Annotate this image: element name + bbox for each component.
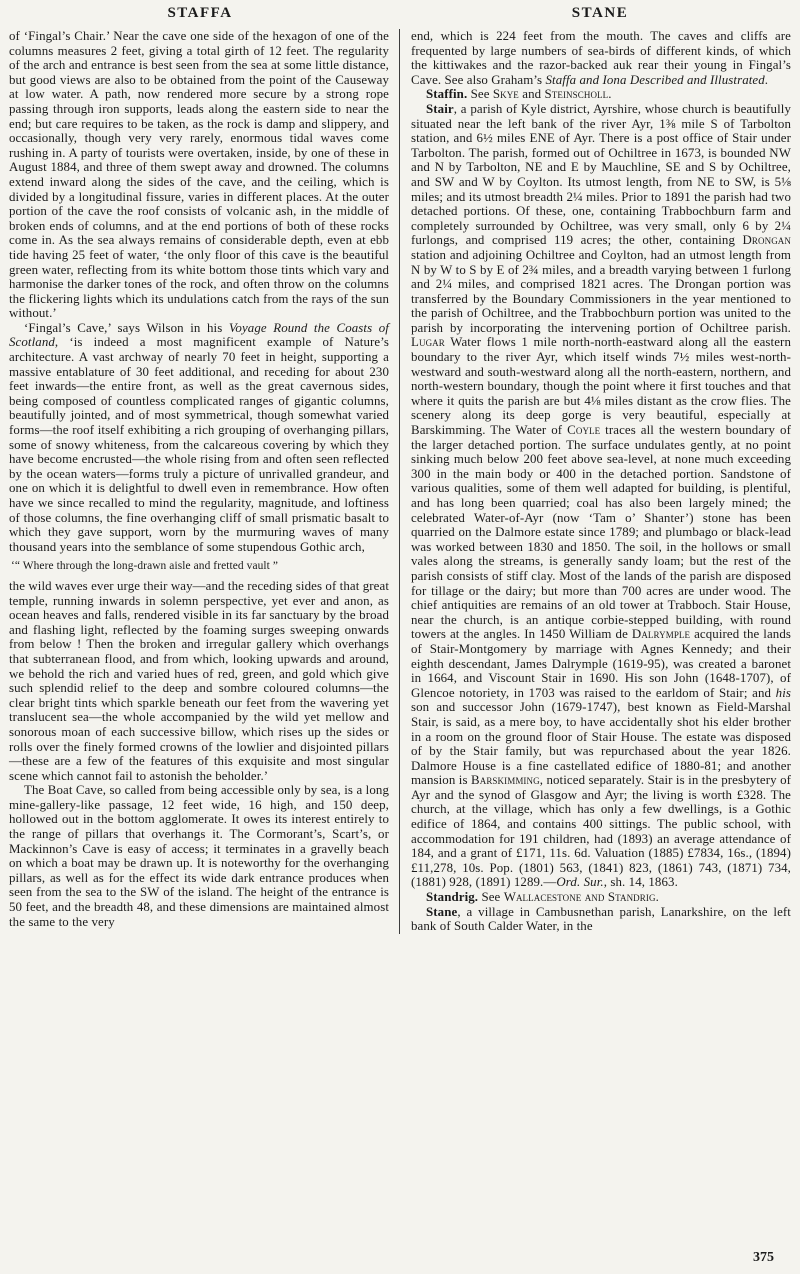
text-segment: , ‘is indeed a most magnificent example of Nature’s architecture. A vast archway of nearly 70 feet in height, supporting a massive entablature of 30 feet additional, and receding for about 230 feet inwards—the entire front, as well as the great cavernous sides, being composed of countless complicated ranges of gigantic columns, beautifully jointed, and of most symmetrical, though somewhat varied forms—the roof itself exhibiting a rich grouping of overhanging pillars, some of snowy whiteness, from the calcareous covering by which they have become encrusted—the whole rising from and often seen reflected by the ocean waters—forms truly a picture of unrivalled grandeur, and one on which it is delightful to dwell even in remembrance. How often have we since recalled to mind the regularity, magnitude, and loftiness of those columns, the fine overhanging cliff of small prismatic basalt to which they gave support, worn by the murmuring waves of many thousand years into the semblance of some stupendous Gothic arch, — [9, 335, 389, 554]
text-column-left — [9, 29, 389, 934]
text-segment: station and adjoining Ochiltree and Coylton, had an utmost length from N by W to S by E of 2¾ miles, and a breadth varying between 1 furlong and 2¼ miles, and comprised 1821 acres. The Drongan portion was transferred by the Boundary Commissioners in the year mentioned to the parish of Ochiltree, and the Trabbochburn portion was united to the parish by incorporating the intervening portion of Ochiltree parish. — [411, 247, 791, 335]
text-segment: Drongan — [742, 233, 791, 248]
paragraph — [9, 579, 389, 783]
text-column-right — [399, 29, 791, 934]
text-segment: , noticed separately. Stair is in the presbytery of Ayr and the synod of Glasgow and Ayr; the living is worth £328. The church, at the village, which has only a few dwellings, is a Gothic edifice of 1864, and contains 400 sittings. The public school, with accommodation for 191 children, had (1893) an average attendance of 184, and a grant of £171, 11s. 6d. Valuation (1885) £7834, 16s., (1894) £11,278, 10s. Pop. (1801) 563, (1841) 823, (1861) 743, (1871) 734, (1881) 928, (1891) 1289.— — [411, 773, 792, 890]
paragraph — [9, 321, 389, 555]
text-segment: Ord. Sur. — [556, 875, 604, 890]
text-segment: ‘“ Where through the long-drawn aisle and fretted vault ” — [11, 560, 279, 573]
text-segment: of ‘Fingal’s Chair.’ Near the cave one side of the hexagon of one of the columns measures 2 feet, giving a total girth of 12 feet. The regularity of the arch and entrance is best seen from the sea at some little distance, but good views are also to be obtained from the point of the Causeway at low water. A path, now rendered more secure by a strong rope passing through iron supports, leads along the eastern side to near the end; but care requires to be taken, as the rock is damp and slippery, and occasionally, though very very rarely, enormous tidal waves come rushing in. A party of tourists were overtaken, inside, by one of these in August 1884, and three of them swept away and drowned. The columns extend inward along the sides of the cave, and the ceiling, which is divided by a longitudinal fissure, varies in different places. At the outer portion of the cave the roof consists of volcanic ash, in the middle of broken ends of columns, and at the end portions of both of these rocks come in. As the sea always remains of considerable depth, even at ebb tide having 25 feet of water, ‘the only floor of this cave is the beautiful green water, reflecting from its white bottom those tints which vary and harmonise the darker tones of the rock, and often throw on the columns the flickering lights which its undulations catch from the rays of the sun without.’ — [9, 29, 389, 321]
text-segment: . — [608, 87, 612, 102]
running-head-left: STAFFA — [167, 5, 233, 21]
text-segment: Staffa and Iona Described and Illustrated — [545, 72, 765, 87]
text-segment: . — [764, 72, 769, 87]
text-segment: , a parish of Kyle district, Ayrshire, whose church is beautifully situated near the left bank of the river Ayr, 1⅜ mile S of Tarbolton station, and 6½ miles ENE of Ayr. There is a post office of Stair under Tarbolton. The parish, formed out of Ochiltree in 1673, is bounded NW and N by Tarbolton, NE and E by Mauchline, SE and S by Ochiltree, and SW and W by Coylton. Its utmost length, from NE to SW, is 5⅛ miles; and its utmost breadth 2¼ miles. Prior to 1891 the parish had two detached portions. Of these, one, containing Trabbochburn farm and completely surrounded by Ochiltree, was very small, only 6 by 2¼ furlongs, and comprised 119 acres; the other, containing — [411, 101, 791, 248]
paragraph — [9, 29, 389, 321]
text-segment: Barskimming — [471, 773, 540, 788]
text-segment: See — [467, 87, 493, 102]
text-segment: The Boat Cave, so called from being accessible only by sea, is a long mine-gallery-like passage, 12 feet wide, 16 high, and 150 deep, hollowed out in the bottom agglomerate. It owes its interest entirely to the range of pillars that overhangs it. The Cormorant’s, Scart’s, or Mackinnon’s Cave is easy of access; it terminates in a gravelly beach on which a boat may be drawn up. It is noteworthy for the overhanging pillars, as well as for the effect its wide dark entrance produces when seen from the sea to the SW of the island. The height of the entrance is 50 feet, and the breadth 48, and these dimensions are maintained almost the same to the very — [9, 783, 389, 929]
paragraph — [411, 905, 791, 934]
paragraph — [411, 87, 791, 102]
text-segment: Steinscholl — [544, 87, 609, 102]
paragraph — [9, 783, 389, 929]
text-columns — [0, 29, 800, 934]
text-segment: son and successor John (1679-1747), best known as Field-Marshal Stair, is said, as a mere boy, to have accidentally shot his elder brother in a room on the ground floor of Stair House. The estate was disposed of by the Stair family, but was repurchased about the year 1826. Dalmore House is a fine castellated edifice of 1880-81; and another mansion is — [411, 700, 791, 788]
text-segment: end, which is 224 feet from the mouth. The caves and cliffs are frequented by large numbers of sea-birds of different kinds, of which the kittiwakes and the razor-backed auk rear their young in Fingal’s Cave. See also Graham’s — [411, 29, 791, 87]
text-segment: his — [775, 685, 791, 700]
paragraph — [411, 890, 791, 905]
text-segment: Lugar — [411, 335, 445, 350]
text-segment: Skye — [492, 87, 519, 102]
paragraph — [411, 102, 791, 890]
running-heads — [0, 5, 800, 29]
text-segment: Coyle — [567, 423, 601, 438]
text-segment: acquired the lands of Stair-Montgomery by marriage with Agnes Kennedy; and their eighth descendant, James Dalrymple (1619-95), was created a baronet in 1664, and Viscount Stair in 1690. His son John (1648-1707), of Glencoe notoriety, in 1703 was raised to the earldom of Stair; and — [411, 627, 791, 700]
text-segment: , sh. 14, 1863. — [603, 875, 678, 890]
verse-quote — [11, 559, 389, 574]
text-segment: Wallacestone and Standrig — [503, 890, 656, 905]
text-segment: Staffin. — [426, 87, 468, 102]
text-segment: Voyage Round the Coasts of Scotland — [9, 320, 389, 350]
text-segment: , a village in Cambusnethan parish, Lanarkshire, on the left bank of South Calder Water, in the — [411, 904, 791, 934]
text-segment: Dalrymple — [631, 627, 691, 642]
text-segment: Standrig. — [426, 890, 479, 905]
running-head-right: STANE — [571, 5, 629, 21]
text-segment: traces all the western boundary of the larger detached portion. The surface undulates gently, at no point sinking much below 200 feet above sea-level, at none much exceeding 300 in the main body or 400 in the detached portion. Sandstone of various qualities, some of them well adapted for building, is plentiful, and has long been quarried; coal has also been largely mined; the celebrated Water-of-Ayr (now ‘Tam o’ Shanter’) stone has been quarried on the Dalmore estate since 1789; and plumbago or black-lead was worked between 1830 and 1850. The soil, in the hollows or small vales along the streams, is generally sandy loam; but the rest of the parish consists of stiff clay. Most of the lands of the parish are disposed for tillage or the dairy; but more than 700 acres are under wood. The chief antiquities are remains of an old tower at Trabboch. Stair House, near the church, is an antique corbie-stepped building, with round towers at the angles. In 1450 William de — [411, 423, 791, 642]
text-segment: See — [478, 890, 504, 905]
text-segment: Stair — [426, 101, 454, 116]
page-number: 375 — [753, 1250, 774, 1265]
text-segment: ‘Fingal’s Cave,’ says Wilson in his — [24, 320, 229, 335]
paragraph — [411, 29, 791, 87]
text-segment: Water flows 1 mile north-north-eastward along all the eastern boundary to the river Ayr, which itself winds 7½ miles west-north-westward and south-westward along all the north-eastern, northern, and north-western boundary, though the point where it first touches and that where it quits the parish are but 4⅛ miles distant as the crow flies. The scenery along its deep gorge is very beautiful, especially at Barskimming. The Water of — [411, 335, 791, 438]
text-segment: the wild waves ever urge their way—and the receding sides of that great temple, running inwards in solemn perspective, yet ever and anon, as ocean heaves and falls, rendered visible in its far sanctuary by the broad and flashing light, reflected by the foaming surges sweeping onwards from below ! Then the broken and irregular gallery which overhangs that subterranean flood, and from which, looking upwards and around, we behold the rich and varied hues of red, green, and gold which give such splendid relief to the deep and sombre coloured columns—the clear bright tints which sparkle beneath our feet from the wavering yet translucent sea—the whole accompanied by the wild yet mellow and sonorous moan of each successive billow, which rises up the sides or rolls over the finely formed crowns of the lowlier and disjointed pillars—these are a few of the features of this exquisite and most singular scene which cannot fail to astonish the beholder.’ — [9, 578, 389, 783]
text-segment: and — [518, 87, 545, 102]
text-segment: . — [655, 890, 659, 905]
text-segment: Stane — [426, 904, 458, 919]
